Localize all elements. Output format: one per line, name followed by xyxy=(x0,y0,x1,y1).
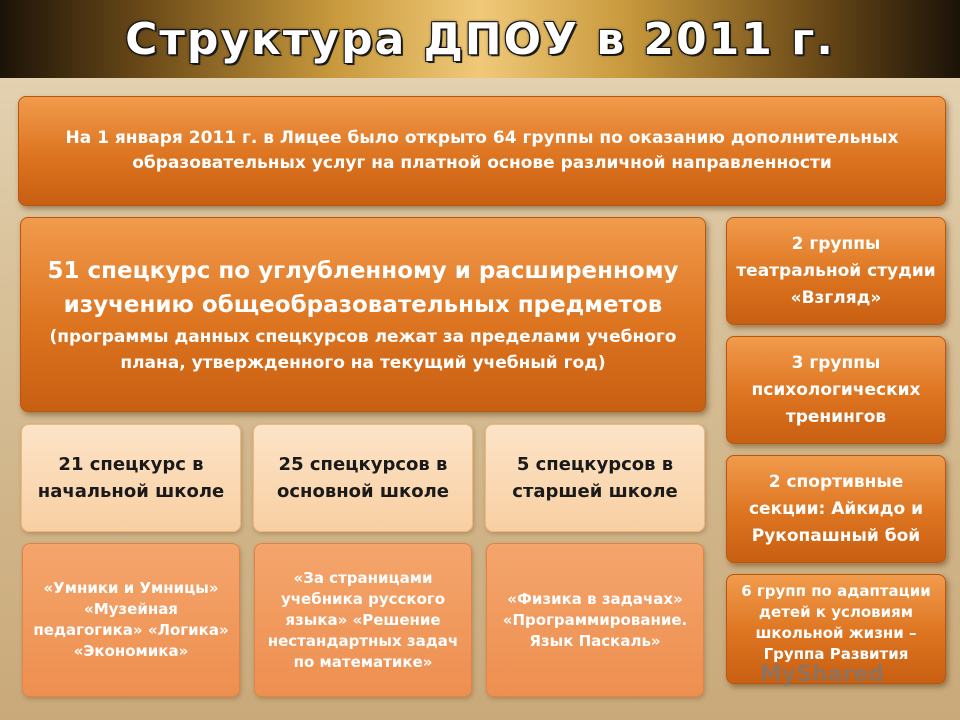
main-course-box xyxy=(20,217,706,412)
primary-courses-box xyxy=(22,543,240,697)
primary-school-label: 21 спецкурс в начальной школе xyxy=(37,454,225,502)
basic-courses-box xyxy=(254,543,472,697)
theatre-studio-box xyxy=(726,217,946,325)
high-school-label: 5 спецкурсов в старшей школе xyxy=(512,454,678,502)
main-course-note: (программы данных спецкурсов лежат за пределами учебного плана, утвержденного на текущий учебный год) xyxy=(49,326,677,373)
basic-courses-text: «За страницами учебника русского языка» «Решение нестандартных задач по математике» xyxy=(267,568,459,671)
page-title: Структура ДПОУ в 2011 г. xyxy=(125,13,835,65)
high-courses-text: «Физика в задачах» «Программирование. Язык Паскаль» xyxy=(502,589,688,650)
primary-courses-text: «Умники и Умницы» «Музейная педагогика» «Логика» «Экономика» xyxy=(33,579,229,660)
sport-sections-text: 2 спортивные секции: Айкидо и Рукопашный бой xyxy=(748,471,924,546)
summary-text: На 1 января 2011 г. в Лицее было открыто 64 группы по оказанию дополнительных образовательных услуг на платной основе различной направленности xyxy=(65,128,899,173)
psych-training-box xyxy=(726,336,946,444)
watermark: MyShared xyxy=(760,662,885,687)
adaptation-groups-text: 6 групп по адаптации детей к условиям школьной жизни – Группа Развития xyxy=(741,582,931,663)
basic-school-box xyxy=(253,424,473,532)
main-course-heading: 51 спецкурс по углубленному и расширенному изучению общеобразовательных предметов xyxy=(47,257,679,318)
high-school-box xyxy=(485,424,705,532)
summary-box xyxy=(18,96,946,206)
primary-school-box xyxy=(21,424,241,532)
theatre-studio-text: 2 группы театральной студии «Взгляд» xyxy=(736,233,936,308)
title-bar xyxy=(0,0,960,78)
basic-school-label: 25 спецкурсов в основной школе xyxy=(276,454,449,502)
sport-sections-box xyxy=(726,455,946,563)
psych-training-text: 3 группы психологических тренингов xyxy=(751,352,921,427)
high-courses-box xyxy=(486,543,704,697)
